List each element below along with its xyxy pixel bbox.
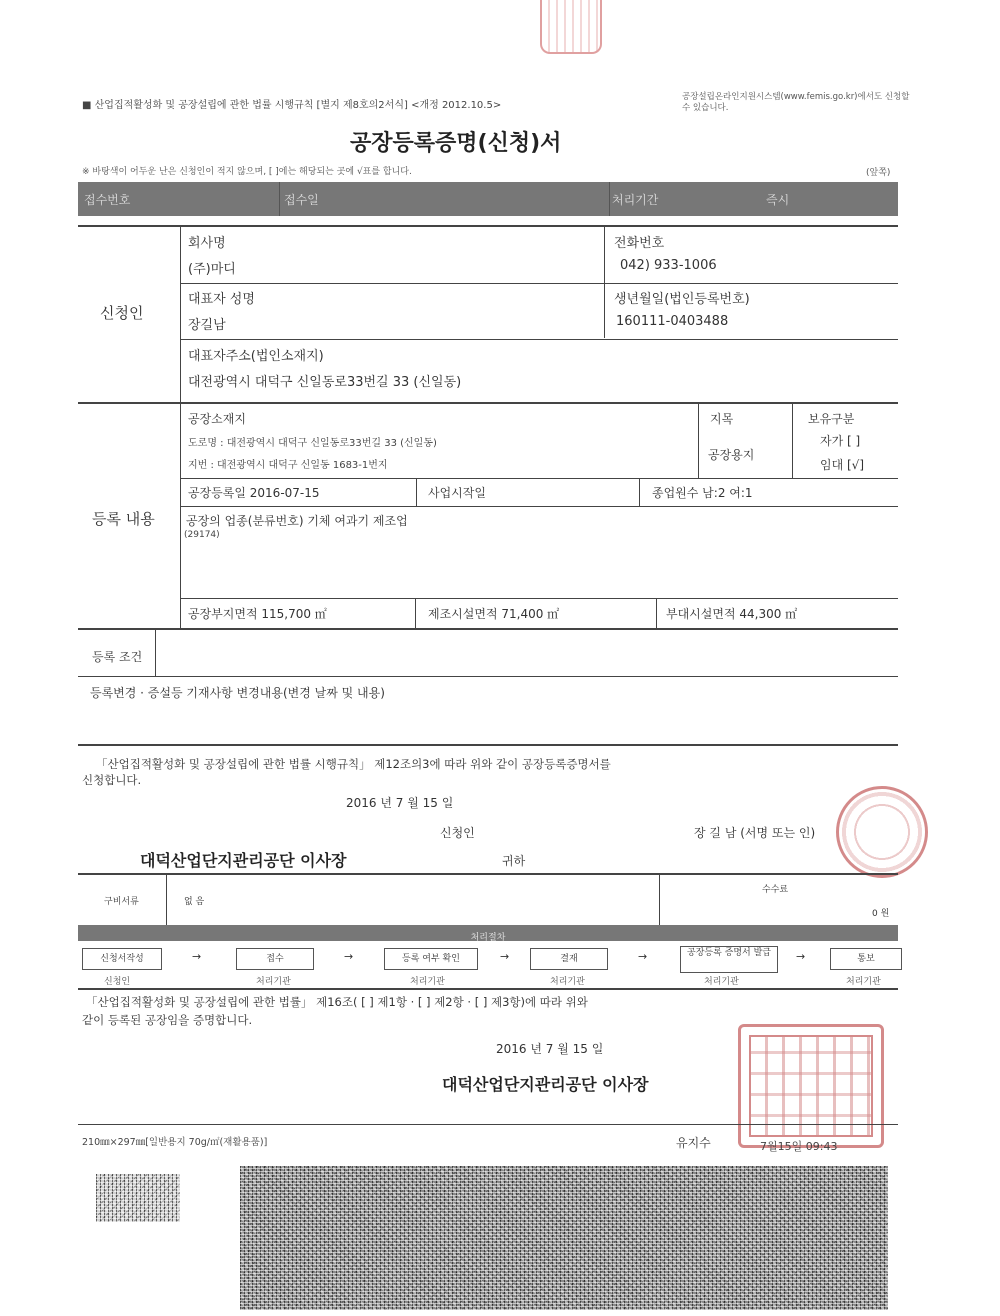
addressee: 대덕산업단지관리공단 이사장 <box>140 851 347 870</box>
process-arrow-3: → <box>500 950 510 963</box>
process-step-verify-sub: 처리기관 <box>410 977 445 987</box>
applicant-sign-name: 장 길 남 (서명 또는 인) <box>694 826 816 840</box>
round-seal-stamp <box>836 786 928 878</box>
process-arrow-1: → <box>192 950 202 963</box>
land-type-label: 지목 <box>710 412 734 426</box>
process-step-notify: 통보 <box>830 948 902 970</box>
process-step-write-sub: 신청인 <box>104 977 131 987</box>
print-timestamp: 7월15일 09:43 <box>760 1140 838 1153</box>
registration-section-label: 등록 내용 <box>92 510 155 528</box>
manufacturing-area: 제조시설면적 71,400 ㎡ <box>428 607 560 621</box>
issuer-name: 대덕산업단지관리공단 이사장 <box>442 1075 649 1094</box>
company-label: 회사명 <box>188 236 226 251</box>
employee-count: 종업원수 남:2 여:1 <box>652 486 753 500</box>
process-step-verify: 등록 여부 확인 <box>384 948 478 970</box>
ownership-label: 보유구분 <box>808 412 855 426</box>
declaration-date: 2016 년 7 월 15 일 <box>346 796 454 810</box>
start-date-label: 사업시작일 <box>428 486 486 500</box>
process-step-approve: 결재 <box>530 948 608 970</box>
process-arrow-2: → <box>344 950 354 963</box>
applicant-section-label: 신청인 <box>100 304 144 322</box>
process-arrow-4: → <box>638 950 648 963</box>
declaration-text-1: 「산업집적활성화 및 공장설립에 관한 법률 시행규칙」 제12조의3에 따라 위와 같이 공장등록증명서를 <box>96 757 611 771</box>
declaration-text-2: 신청합니다. <box>82 773 142 787</box>
documents-value: 없 음 <box>184 897 205 907</box>
address-label: 대표자주소(법인소재지) <box>188 349 324 364</box>
certification-text-1: 「산업집적활성화 및 공장설립에 관한 법률」 제16조( [ ] 제1항 · [ ] 제2항 · [ ] 제3항)에 따라 위와 <box>86 995 588 1009</box>
fee-label: 수수료 <box>762 885 789 895</box>
process-step-issue-sub: 처리기관 <box>704 977 739 987</box>
road-address: 도로명 : 대전광역시 대덕구 신일동로33번길 33 (신일동) <box>188 438 437 449</box>
land-type-value: 공장용지 <box>708 448 755 462</box>
site-area: 공장부지면적 115,700 ㎡ <box>188 607 327 621</box>
process-step-receive: 접수 <box>236 948 314 970</box>
top-seal-stamp <box>540 0 602 54</box>
rep-name-value: 장길남 <box>188 318 226 333</box>
process-title: 처리절차 <box>470 933 506 943</box>
processing-period-value: 즉시 <box>766 193 790 207</box>
process-step-approve-sub: 처리기관 <box>550 977 585 987</box>
industry-code: (29174) <box>184 530 220 540</box>
validity-label: 유지수 <box>676 1136 711 1150</box>
square-official-seal <box>738 1024 884 1148</box>
paper-spec: 210㎜×297㎜[일반용지 70g/㎡(재활용품)] <box>82 1137 268 1148</box>
instruction-note: ※ 바탕색이 어두운 난은 신청인이 적지 않으며, [ ]에는 해당되는 곳에 √표를 합니다. <box>82 167 412 177</box>
side-label: (앞쪽) <box>866 168 891 178</box>
location-label: 공장소재지 <box>188 412 246 426</box>
lease-checkbox[interactable]: 임대 [√] <box>820 458 865 472</box>
online-note: 공장설립온라인지원시스템(www.femis.go.kr)에서도 신청할 수 있습니다. <box>682 92 910 113</box>
process-arrow-5: → <box>796 950 806 963</box>
changes-label: 등록변경 · 증설등 기재사항 변경내용(변경 날짜 및 내용) <box>90 686 385 700</box>
industry-line: 공장의 업종(분류번호) 기체 여과기 제조업 <box>186 514 408 528</box>
certification-date: 2016 년 7 월 15 일 <box>496 1042 604 1056</box>
process-step-notify-sub: 처리기관 <box>846 977 881 987</box>
address-value: 대전광역시 대덕구 신일동로33번길 33 (신일동) <box>188 375 462 390</box>
processing-period-label: 처리기간 <box>612 193 659 207</box>
own-checkbox[interactable]: 자가 [ ] <box>820 434 861 448</box>
page-title: 공장등록증명(신청)서 <box>350 131 562 156</box>
auxiliary-area: 부대시설면적 44,300 ㎡ <box>666 607 798 621</box>
fee-value: 0 원 <box>872 909 890 919</box>
birth-value: 160111-0403488 <box>616 314 729 329</box>
phone-value: 042) 933-1006 <box>620 258 717 273</box>
company-value: (주)마디 <box>188 262 236 277</box>
process-step-issue: 공장등록 증명서 발급 <box>680 946 778 973</box>
lot-address: 지번 : 대전광역시 대덕구 신일동 1683-1번지 <box>188 460 388 471</box>
registration-date: 공장등록일 2016-07-15 <box>188 486 320 500</box>
rep-name-label: 대표자 성명 <box>188 292 255 307</box>
receipt-date-label: 접수일 <box>284 193 319 207</box>
security-barcode-pattern <box>240 1166 888 1310</box>
certification-text-2: 같이 등록된 공장임을 증명합니다. <box>82 1013 253 1027</box>
process-band <box>78 925 898 941</box>
honorific: 귀하 <box>502 854 526 868</box>
process-step-write: 신청서작성 <box>82 948 162 970</box>
receipt-no-label: 접수번호 <box>84 193 131 207</box>
process-step-receive-sub: 처리기관 <box>256 977 291 987</box>
birth-label: 생년월일(법인등록번호) <box>614 292 750 307</box>
phone-label: 전화번호 <box>614 236 665 251</box>
conditions-label: 등록 조건 <box>92 650 143 664</box>
documents-label: 구비서류 <box>104 897 139 907</box>
security-pattern-small <box>96 1174 180 1222</box>
applicant-sign-label: 신청인 <box>440 826 475 840</box>
intake-band <box>78 182 898 216</box>
legal-basis: ■ 산업집적활성화 및 공장설립에 관한 법률 시행규칙 [별지 제8호의2서식] <개정 2012.10.5> <box>82 100 502 111</box>
